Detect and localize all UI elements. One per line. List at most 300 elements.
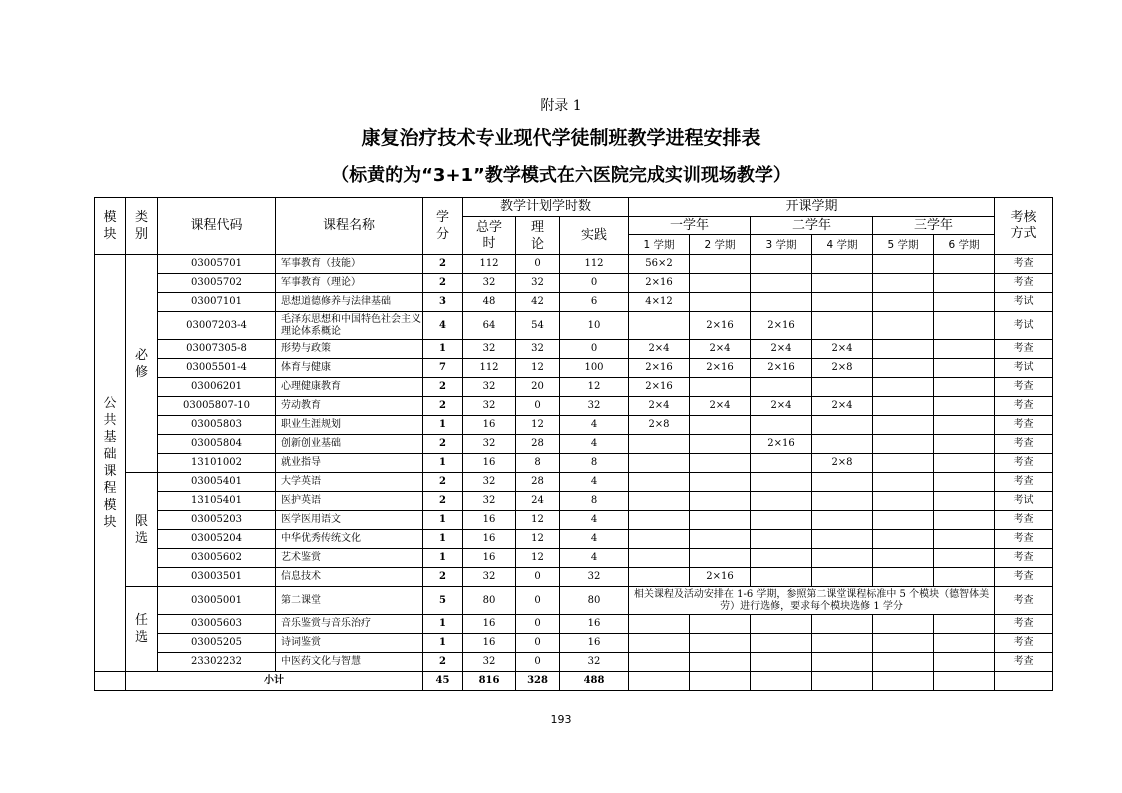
semester-1-cell: 2×16 <box>629 274 690 293</box>
semester-5-cell <box>873 454 934 473</box>
semester-5-cell <box>873 312 934 340</box>
table-row <box>95 416 1053 435</box>
course-code: 03005401 <box>158 473 276 492</box>
semester-6-cell <box>934 274 995 293</box>
course-name: 中医药文化与智慧 <box>276 653 423 672</box>
practice-hours: 8 <box>560 454 629 473</box>
theory-hours: 54 <box>516 312 560 340</box>
theory-hours: 12 <box>516 549 560 568</box>
semester-1-cell <box>629 615 690 634</box>
course-code: 03007203-4 <box>158 312 276 340</box>
total-hours: 16 <box>463 454 516 473</box>
semester-3-cell <box>751 568 812 587</box>
table-row <box>95 653 1053 672</box>
semester-2-cell <box>690 416 751 435</box>
course-name: 军事教育（理论） <box>276 274 423 293</box>
semester-4-cell <box>812 378 873 397</box>
semester-3-cell <box>751 416 812 435</box>
semester-3-cell <box>751 454 812 473</box>
semester-3-cell: 2×4 <box>751 397 812 416</box>
semester-3-cell <box>751 274 812 293</box>
practice-hours: 10 <box>560 312 629 340</box>
course-code: 03005205 <box>158 634 276 653</box>
semester-2-cell <box>690 634 751 653</box>
course-code: 03007101 <box>158 293 276 312</box>
page-subtitle: （标黄的为“3+1”教学模式在六医院完成实训现场教学） <box>331 165 791 186</box>
semester-4-cell <box>812 492 873 511</box>
course-name: 音乐鉴赏与音乐治疗 <box>276 615 423 634</box>
subtotal-blank <box>95 672 126 691</box>
practice-hours: 12 <box>560 378 629 397</box>
course-name: 中华优秀传统文化 <box>276 530 423 549</box>
course-code: 13101002 <box>158 454 276 473</box>
semester-6-cell <box>934 340 995 359</box>
assessment-method: 考查 <box>995 634 1053 653</box>
course-name: 军事教育（技能） <box>276 255 423 274</box>
category-label: 任选 <box>134 613 148 645</box>
header-sem2: 2 学期 <box>690 235 751 255</box>
semester-1-cell: 2×16 <box>629 378 690 397</box>
semester-1-cell <box>629 435 690 454</box>
teaching-plan-table <box>94 197 1053 691</box>
practice-hours: 4 <box>560 549 629 568</box>
semester-5-cell <box>873 530 934 549</box>
course-credit: 1 <box>423 454 463 473</box>
course-credit: 2 <box>423 274 463 293</box>
theory-hours: 0 <box>516 615 560 634</box>
semester-2-cell: 2×16 <box>690 312 751 340</box>
theory-hours: 0 <box>516 397 560 416</box>
theory-hours: 0 <box>516 653 560 672</box>
semester-1-cell <box>629 634 690 653</box>
header-assessment: 考核方式 <box>995 198 1053 255</box>
semester-2-cell: 2×16 <box>690 359 751 378</box>
table-row <box>95 549 1053 568</box>
header-semester-group: 开课学期 <box>629 198 995 217</box>
table-row <box>95 530 1053 549</box>
theory-hours: 20 <box>516 378 560 397</box>
subtotal-assessment <box>995 672 1053 691</box>
category-cell-elective <box>126 587 158 672</box>
course-credit: 2 <box>423 492 463 511</box>
course-code: 03005603 <box>158 615 276 634</box>
course-name: 医学医用语文 <box>276 511 423 530</box>
theory-hours: 32 <box>516 340 560 359</box>
header-module: 模块 <box>95 198 126 255</box>
semester-5-cell <box>873 397 934 416</box>
table-row <box>95 511 1053 530</box>
semester-2-cell <box>690 549 751 568</box>
course-credit: 3 <box>423 293 463 312</box>
course-name: 形势与政策 <box>276 340 423 359</box>
semester-5-cell <box>873 511 934 530</box>
course-name: 思想道德修养与法律基础 <box>276 293 423 312</box>
total-hours: 16 <box>463 511 516 530</box>
semester-1-cell: 2×4 <box>629 340 690 359</box>
total-hours: 16 <box>463 634 516 653</box>
semester-3-cell: 2×16 <box>751 435 812 454</box>
assessment-method: 考查 <box>995 378 1053 397</box>
theory-hours: 0 <box>516 587 560 615</box>
semester-1-cell: 2×4 <box>629 397 690 416</box>
total-hours: 16 <box>463 615 516 634</box>
course-credit: 1 <box>423 615 463 634</box>
course-credit: 5 <box>423 587 463 615</box>
semester-6-cell <box>934 511 995 530</box>
table-row <box>95 340 1053 359</box>
practice-hours: 80 <box>560 587 629 615</box>
course-code: 03005804 <box>158 435 276 454</box>
total-hours: 32 <box>463 435 516 454</box>
course-name: 信息技术 <box>276 568 423 587</box>
total-hours: 32 <box>463 568 516 587</box>
module-label: 公共基础课程模块 <box>103 396 117 530</box>
practice-hours: 4 <box>560 511 629 530</box>
semester-2-cell <box>690 492 751 511</box>
semester-3-cell: 2×4 <box>751 340 812 359</box>
table-row <box>95 435 1053 454</box>
practice-hours: 100 <box>560 359 629 378</box>
course-name: 体育与健康 <box>276 359 423 378</box>
semester-1-cell <box>629 511 690 530</box>
semester-5-cell <box>873 340 934 359</box>
course-code: 03005701 <box>158 255 276 274</box>
subtotal-label: 小计 <box>126 672 423 691</box>
category-label: 必修 <box>134 347 148 380</box>
semester-1-cell: 56×2 <box>629 255 690 274</box>
header-sem5: 5 学期 <box>873 235 934 255</box>
course-name: 创新创业基础 <box>276 435 423 454</box>
course-credit: 2 <box>423 255 463 274</box>
theory-hours: 8 <box>516 454 560 473</box>
semester-3-cell <box>751 634 812 653</box>
total-hours: 16 <box>463 549 516 568</box>
practice-hours: 0 <box>560 274 629 293</box>
total-hours: 16 <box>463 416 516 435</box>
semester-2-cell: 2×16 <box>690 568 751 587</box>
practice-hours: 16 <box>560 634 629 653</box>
header-theory: 理论 <box>516 217 560 255</box>
semester-3-cell <box>751 653 812 672</box>
header-year1: 一学年 <box>629 217 751 235</box>
course-credit: 1 <box>423 511 463 530</box>
semester-3-cell <box>751 615 812 634</box>
subtotal-semester-6 <box>934 672 995 691</box>
course-code: 03005602 <box>158 549 276 568</box>
appendix-label: 附录 1 <box>540 98 582 114</box>
course-credit: 2 <box>423 397 463 416</box>
semester-1-cell <box>629 530 690 549</box>
semester-2-cell <box>690 473 751 492</box>
assessment-method: 考试 <box>995 293 1053 312</box>
header-year3: 三学年 <box>873 217 995 235</box>
semester-4-cell <box>812 312 873 340</box>
semester-3-cell <box>751 549 812 568</box>
semester-3-cell <box>751 511 812 530</box>
header-sem1: 1 学期 <box>629 235 690 255</box>
subtotal-row <box>95 672 1053 691</box>
table-row <box>95 634 1053 653</box>
semester-5-cell <box>873 378 934 397</box>
practice-hours: 6 <box>560 293 629 312</box>
table-row <box>95 492 1053 511</box>
course-code: 03005204 <box>158 530 276 549</box>
semester-2-cell <box>690 615 751 634</box>
course-code: 03005702 <box>158 274 276 293</box>
semester-6-cell <box>934 492 995 511</box>
header-year2: 二学年 <box>751 217 873 235</box>
course-code: 23302232 <box>158 653 276 672</box>
table-row <box>95 255 1053 274</box>
theory-hours: 12 <box>516 359 560 378</box>
semester-5-cell <box>873 274 934 293</box>
course-name: 大学英语 <box>276 473 423 492</box>
assessment-method: 考查 <box>995 340 1053 359</box>
course-credit: 1 <box>423 530 463 549</box>
semester-1-cell <box>629 549 690 568</box>
course-code: 03005803 <box>158 416 276 435</box>
page-title: 康复治疗技术专业现代学徒制班教学进程安排表 <box>361 127 761 149</box>
semester-1-cell: 4×12 <box>629 293 690 312</box>
category-label: 限选 <box>134 513 148 546</box>
course-credit: 1 <box>423 634 463 653</box>
semester-3-cell <box>751 530 812 549</box>
assessment-method: 考查 <box>995 653 1053 672</box>
semester-6-cell <box>934 454 995 473</box>
total-hours: 32 <box>463 274 516 293</box>
header-code: 课程代码 <box>158 198 276 255</box>
subtotal-theory: 328 <box>516 672 560 691</box>
total-hours: 16 <box>463 530 516 549</box>
course-name: 职业生涯规划 <box>276 416 423 435</box>
total-hours: 112 <box>463 255 516 274</box>
course-name: 医护英语 <box>276 492 423 511</box>
theory-hours: 0 <box>516 255 560 274</box>
semester-2-cell <box>690 530 751 549</box>
theory-hours: 12 <box>516 511 560 530</box>
semester-3-cell <box>751 293 812 312</box>
header-hours-group: 教学计划学时数 <box>463 198 629 217</box>
semester-2-cell: 2×4 <box>690 340 751 359</box>
course-credit: 1 <box>423 416 463 435</box>
assessment-method: 考查 <box>995 615 1053 634</box>
total-hours: 32 <box>463 653 516 672</box>
assessment-method: 考查 <box>995 530 1053 549</box>
theory-hours: 28 <box>516 435 560 454</box>
semester-2-cell <box>690 293 751 312</box>
course-credit: 7 <box>423 359 463 378</box>
assessment-method: 考查 <box>995 454 1053 473</box>
course-name: 毛泽东思想和中国特色社会主义理论体系概论 <box>276 312 423 340</box>
subtotal-semester-3 <box>751 672 812 691</box>
course-code: 03003501 <box>158 568 276 587</box>
semester-4-cell <box>812 568 873 587</box>
subtotal-credit: 45 <box>423 672 463 691</box>
course-credit: 2 <box>423 653 463 672</box>
assessment-method: 考试 <box>995 492 1053 511</box>
table-row <box>95 359 1053 378</box>
semester-1-cell: 2×8 <box>629 416 690 435</box>
semester-6-cell <box>934 359 995 378</box>
course-name: 诗词鉴赏 <box>276 634 423 653</box>
page-number: 193 <box>550 713 572 726</box>
semester-5-cell <box>873 653 934 672</box>
semester-4-cell <box>812 549 873 568</box>
semester-6-cell <box>934 397 995 416</box>
semester-2-cell <box>690 454 751 473</box>
course-credit: 1 <box>423 340 463 359</box>
practice-hours: 8 <box>560 492 629 511</box>
course-credit: 2 <box>423 435 463 454</box>
assessment-method: 考查 <box>995 511 1053 530</box>
semester-3-cell <box>751 378 812 397</box>
assessment-method: 考查 <box>995 549 1053 568</box>
course-code: 03005001 <box>158 587 276 615</box>
semester-2-cell: 2×4 <box>690 397 751 416</box>
semester-4-cell <box>812 416 873 435</box>
table-row <box>95 397 1053 416</box>
course-credit: 2 <box>423 473 463 492</box>
semester-5-cell <box>873 293 934 312</box>
course-code: 03005807-10 <box>158 397 276 416</box>
course-code: 03005501-4 <box>158 359 276 378</box>
semester-4-cell <box>812 634 873 653</box>
header-credit: 学分 <box>423 198 463 255</box>
semester-1-cell <box>629 473 690 492</box>
semester-6-cell <box>934 634 995 653</box>
assessment-method: 考试 <box>995 312 1053 340</box>
total-hours: 48 <box>463 293 516 312</box>
subtotal-semester-5 <box>873 672 934 691</box>
semester-5-cell <box>873 492 934 511</box>
semester-4-cell <box>812 255 873 274</box>
theory-hours: 24 <box>516 492 560 511</box>
semester-5-cell <box>873 615 934 634</box>
theory-hours: 32 <box>516 274 560 293</box>
semester-3-cell <box>751 255 812 274</box>
header-total-hours: 总学时 <box>463 217 516 255</box>
semester-3-cell <box>751 473 812 492</box>
table-row <box>95 473 1053 492</box>
semester-6-cell <box>934 653 995 672</box>
theory-hours: 0 <box>516 568 560 587</box>
semester-4-cell <box>812 615 873 634</box>
theory-hours: 28 <box>516 473 560 492</box>
total-hours: 32 <box>463 378 516 397</box>
semester-2-cell <box>690 274 751 293</box>
semester-6-cell <box>934 312 995 340</box>
course-name: 艺术鉴赏 <box>276 549 423 568</box>
category-cell-limited <box>126 473 158 587</box>
subtotal-semester-1 <box>629 672 690 691</box>
semester-5-cell <box>873 416 934 435</box>
semester-note: 相关课程及活动安排在 1-6 学期，参照第二课堂课程标准中 5 个模块（德智体美劳）进行选修，要求每个模块选修 1 学分 <box>629 587 995 615</box>
table-row <box>95 293 1053 312</box>
semester-5-cell <box>873 473 934 492</box>
course-credit: 2 <box>423 568 463 587</box>
header-sem4: 4 学期 <box>812 235 873 255</box>
semester-4-cell <box>812 653 873 672</box>
semester-4-cell <box>812 511 873 530</box>
assessment-method: 考查 <box>995 568 1053 587</box>
course-credit: 2 <box>423 378 463 397</box>
semester-1-cell <box>629 492 690 511</box>
semester-1-cell: 2×16 <box>629 359 690 378</box>
header-sem6: 6 学期 <box>934 235 995 255</box>
semester-6-cell <box>934 416 995 435</box>
total-hours: 32 <box>463 340 516 359</box>
practice-hours: 32 <box>560 568 629 587</box>
semester-5-cell <box>873 359 934 378</box>
assessment-method: 考查 <box>995 416 1053 435</box>
course-code: 03005203 <box>158 511 276 530</box>
semester-3-cell: 2×16 <box>751 359 812 378</box>
total-hours: 112 <box>463 359 516 378</box>
table-body <box>95 255 1053 691</box>
semester-5-cell <box>873 568 934 587</box>
semester-4-cell: 2×8 <box>812 454 873 473</box>
subtotal-semester-2 <box>690 672 751 691</box>
semester-5-cell <box>873 634 934 653</box>
semester-1-cell <box>629 653 690 672</box>
semester-5-cell <box>873 255 934 274</box>
semester-2-cell <box>690 511 751 530</box>
course-credit: 1 <box>423 549 463 568</box>
practice-hours: 4 <box>560 473 629 492</box>
course-name: 就业指导 <box>276 454 423 473</box>
semester-6-cell <box>934 530 995 549</box>
total-hours: 64 <box>463 312 516 340</box>
course-name: 劳动教育 <box>276 397 423 416</box>
table-row <box>95 274 1053 293</box>
assessment-method: 考查 <box>995 473 1053 492</box>
table-row <box>95 454 1053 473</box>
course-code: 03007305-8 <box>158 340 276 359</box>
header-category: 类别 <box>126 198 158 255</box>
practice-hours: 32 <box>560 397 629 416</box>
semester-6-cell <box>934 473 995 492</box>
total-hours: 80 <box>463 587 516 615</box>
semester-4-cell <box>812 473 873 492</box>
total-hours: 32 <box>463 397 516 416</box>
subtotal-total-hours: 816 <box>463 672 516 691</box>
assessment-method: 考查 <box>995 587 1053 615</box>
practice-hours: 32 <box>560 653 629 672</box>
semester-5-cell <box>873 435 934 454</box>
semester-2-cell <box>690 255 751 274</box>
assessment-method: 考查 <box>995 255 1053 274</box>
course-code: 13105401 <box>158 492 276 511</box>
semester-6-cell <box>934 255 995 274</box>
subtotal-semester-4 <box>812 672 873 691</box>
practice-hours: 4 <box>560 416 629 435</box>
theory-hours: 0 <box>516 634 560 653</box>
table-row <box>95 378 1053 397</box>
semester-4-cell: 2×8 <box>812 359 873 378</box>
semester-4-cell: 2×4 <box>812 397 873 416</box>
subtotal-practice: 488 <box>560 672 629 691</box>
semester-2-cell <box>690 653 751 672</box>
assessment-method: 考试 <box>995 359 1053 378</box>
module-cell <box>95 255 126 672</box>
semester-3-cell: 2×16 <box>751 312 812 340</box>
semester-4-cell <box>812 293 873 312</box>
practice-hours: 4 <box>560 530 629 549</box>
header-practice: 实践 <box>560 217 629 255</box>
semester-1-cell <box>629 454 690 473</box>
semester-4-cell <box>812 274 873 293</box>
practice-hours: 112 <box>560 255 629 274</box>
